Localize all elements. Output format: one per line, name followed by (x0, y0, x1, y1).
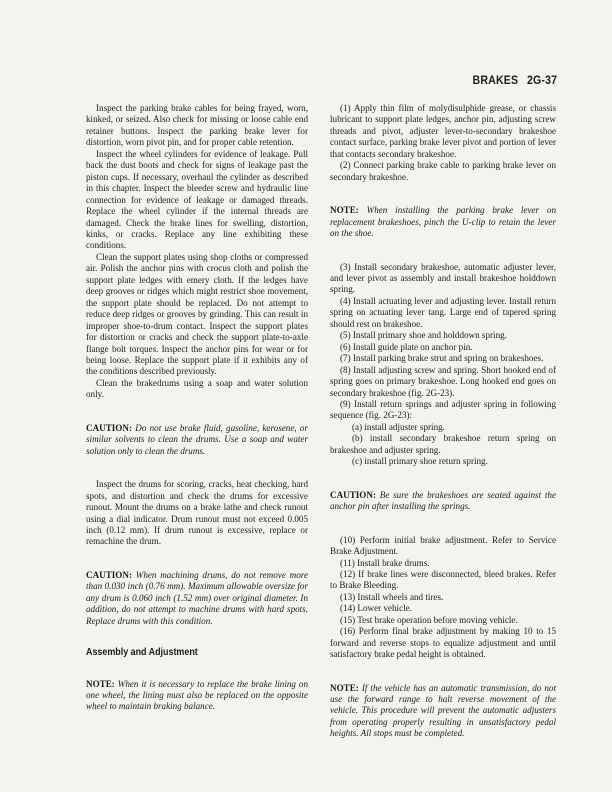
caution-machining (86, 570, 308, 627)
caution-label: CAUTION: (86, 569, 132, 580)
step-4: (4) Install actuating lever and adjusting lever. Install return spring on actuating lever tang. Large end of tapered spring should rest on brakeshoe. (330, 295, 556, 329)
note-u-clip (330, 205, 556, 239)
step-9b: (b) install secondary brakeshoe return spring on brakeshoe and adjuster spring. (330, 433, 556, 455)
left-column (86, 103, 308, 713)
note-label: NOTE: (86, 678, 115, 689)
paragraph-wheel-cylinders: Inspect the wheel cylinders for evidence of leakage. Pull back the dust boots and check for signs of leakage past the piston cups. If necessary, overhaul the cylinder as described in this chapter. Inspect the bleeder screw and hydraulic line connection for evidence of leakage or damaged threads. Replace the wheel cylinder if the internal threads are damaged. Check the brake lines for swelling, distortion, kinks, or cracks. Replace any line exhibiting these conditions. (86, 148, 308, 251)
caution-text: Be sure the brakeshoes are seated against the anchor pin after installing the springs. (330, 489, 556, 512)
caution-label: CAUTION: (86, 422, 132, 433)
section-title: BRAKES (472, 73, 518, 87)
caution-text: Do not use brake fluid, gasoline, kerosene, or similar solvents to clean the drums. Use a soap and water solution only to clean the drums. (86, 422, 308, 456)
step-9c: (c) install primary shoe return spring. (352, 456, 488, 467)
step-14: (14) Lower vehicle. (340, 603, 412, 614)
step-5: (5) Install primary shoe and holddown spring. (340, 330, 507, 341)
note-text: When installing the parking brake lever on replacement brakeshoes, pinch the U-clip to retain the lever on the shoe. (330, 205, 556, 239)
paragraph-inspect-drums: Inspect the drums for scoring, cracks, heat checking, hard spots, and distortion and check the drums for excessive runout. Mount the drums on a brake lathe and check runout using a dial indicator. Drum runout must not exceed 0.005 inch (0.12 mm). If drum runout is excessive, replace or remachine the drum. (86, 479, 308, 547)
step-8: (8) Install adjusting screw and spring. Short hooked end of spring goes on primary brakeshoe. Long hooked end goes on secondary brakeshoe (fig. 2G-23). (330, 364, 556, 398)
step-9: (9) Install return springs and adjuster spring in following sequence (fig. 2G-23): (330, 398, 556, 421)
section-heading: Assembly and Adjustment (86, 646, 198, 659)
step-15: (15) Test brake operation before moving vehicle. (340, 614, 518, 625)
note-label: NOTE: (330, 682, 359, 693)
note-label: NOTE: (330, 205, 359, 216)
caution-label: CAUTION: (330, 489, 376, 500)
step-13: (13) Install wheels and tires. (340, 591, 444, 602)
step-12: (12) If brake lines were disconnected, bleed brakes. Refer to Brake Bleeding. (330, 568, 556, 591)
step-10: (10) Perform initial brake adjustment. Refer to Service Brake Adjustment. (330, 534, 556, 557)
page-number: 2G-37 (526, 73, 557, 87)
note-lining (86, 679, 308, 713)
step-9a: (a) install adjuster spring. (352, 421, 445, 432)
note-text: If the vehicle has an automatic transmission, do not use the forward range to halt reverse movement of the vehicle. This procedure will prevent the automatic adjusters from operating properly resulting in unsatisfactory pedal heights. All stops must be completed. (330, 682, 557, 739)
note-automatic-transmission (330, 683, 556, 740)
step-16: (16) Perform final brake adjustment by making 10 to 15 forward and reverse stops to equalize adjustment and until satisfactory brake pedal height is obtained. (330, 626, 556, 660)
page-header (472, 73, 557, 87)
step-3: (3) Install secondary brakeshoe, automatic adjuster lever, and lever pivot as assembly and install brakeshoe holddown spring. (330, 261, 556, 295)
caution-text: When machining drums, do not remove more than 0.030 inch (0.76 mm). Maximum allowable oversize for any drum is 0.060 inch (1.52 mm) over original diameter. In addition, do not attempt to machine drums with hard spots. Replace drums with this condition. (86, 569, 308, 626)
paragraph-parking-brake-cables: Inspect the parking brake cables for being frayed, worn, kinked, or seized. Also check for missing or loose cable end retainer buttons. Inspect the parking brake lever for distortion, worn pivot pin, and for proper cable retention. (86, 103, 308, 148)
step-11: (11) Install brake drums. (340, 557, 430, 568)
step-2: (2) Connect parking brake cable to parking brake lever on secondary brakeshoe. (330, 160, 556, 182)
right-column (330, 103, 556, 740)
caution-brakeshoes (330, 490, 556, 513)
step-6: (6) Install guide plate on anchor pin. (340, 341, 473, 352)
paragraph-clean-drums: Clean the brakedrums using a soap and water solution only. (86, 377, 308, 400)
caution-solvents (86, 423, 308, 457)
step-1: (1) Apply thin film of molydisulphide grease, or chassis lubricant to support plate ledges, anchor pin, adjusting screw threads and pivot, adjuster lever-to-secondary brakeshoe contact surface, parking brake lever pivot and portion of lever that contacts secondary brakeshoe. (330, 103, 556, 159)
paragraph-support-plates: Clean the support plates using shop cloths or compressed air. Polish the anchor pins with crocus cloth and polish the support plate ledges with emery cloth. If the ledges have deep grooves or ridges which might restrict shoe movement, the support plate should be replaced. Do not attempt to reduce deep ridges or grooves by grinding. This can result in improper shoe-to-drum contact. Inspect the support plates for distortion or cracks and check the support plate-to-axle flange bolt torques. Inspect the anchor pins for wear or for being loose. Replace the support plate if it exhibits any of the conditions described previously. (86, 251, 308, 377)
step-7: (7) Install parking brake strut and spring on brakeshoes. (340, 353, 544, 364)
note-text: When it is necessary to replace the brake lining on one wheel, the lining must also be replaced on the opposite wheel to maintain braking balance. (86, 678, 308, 712)
